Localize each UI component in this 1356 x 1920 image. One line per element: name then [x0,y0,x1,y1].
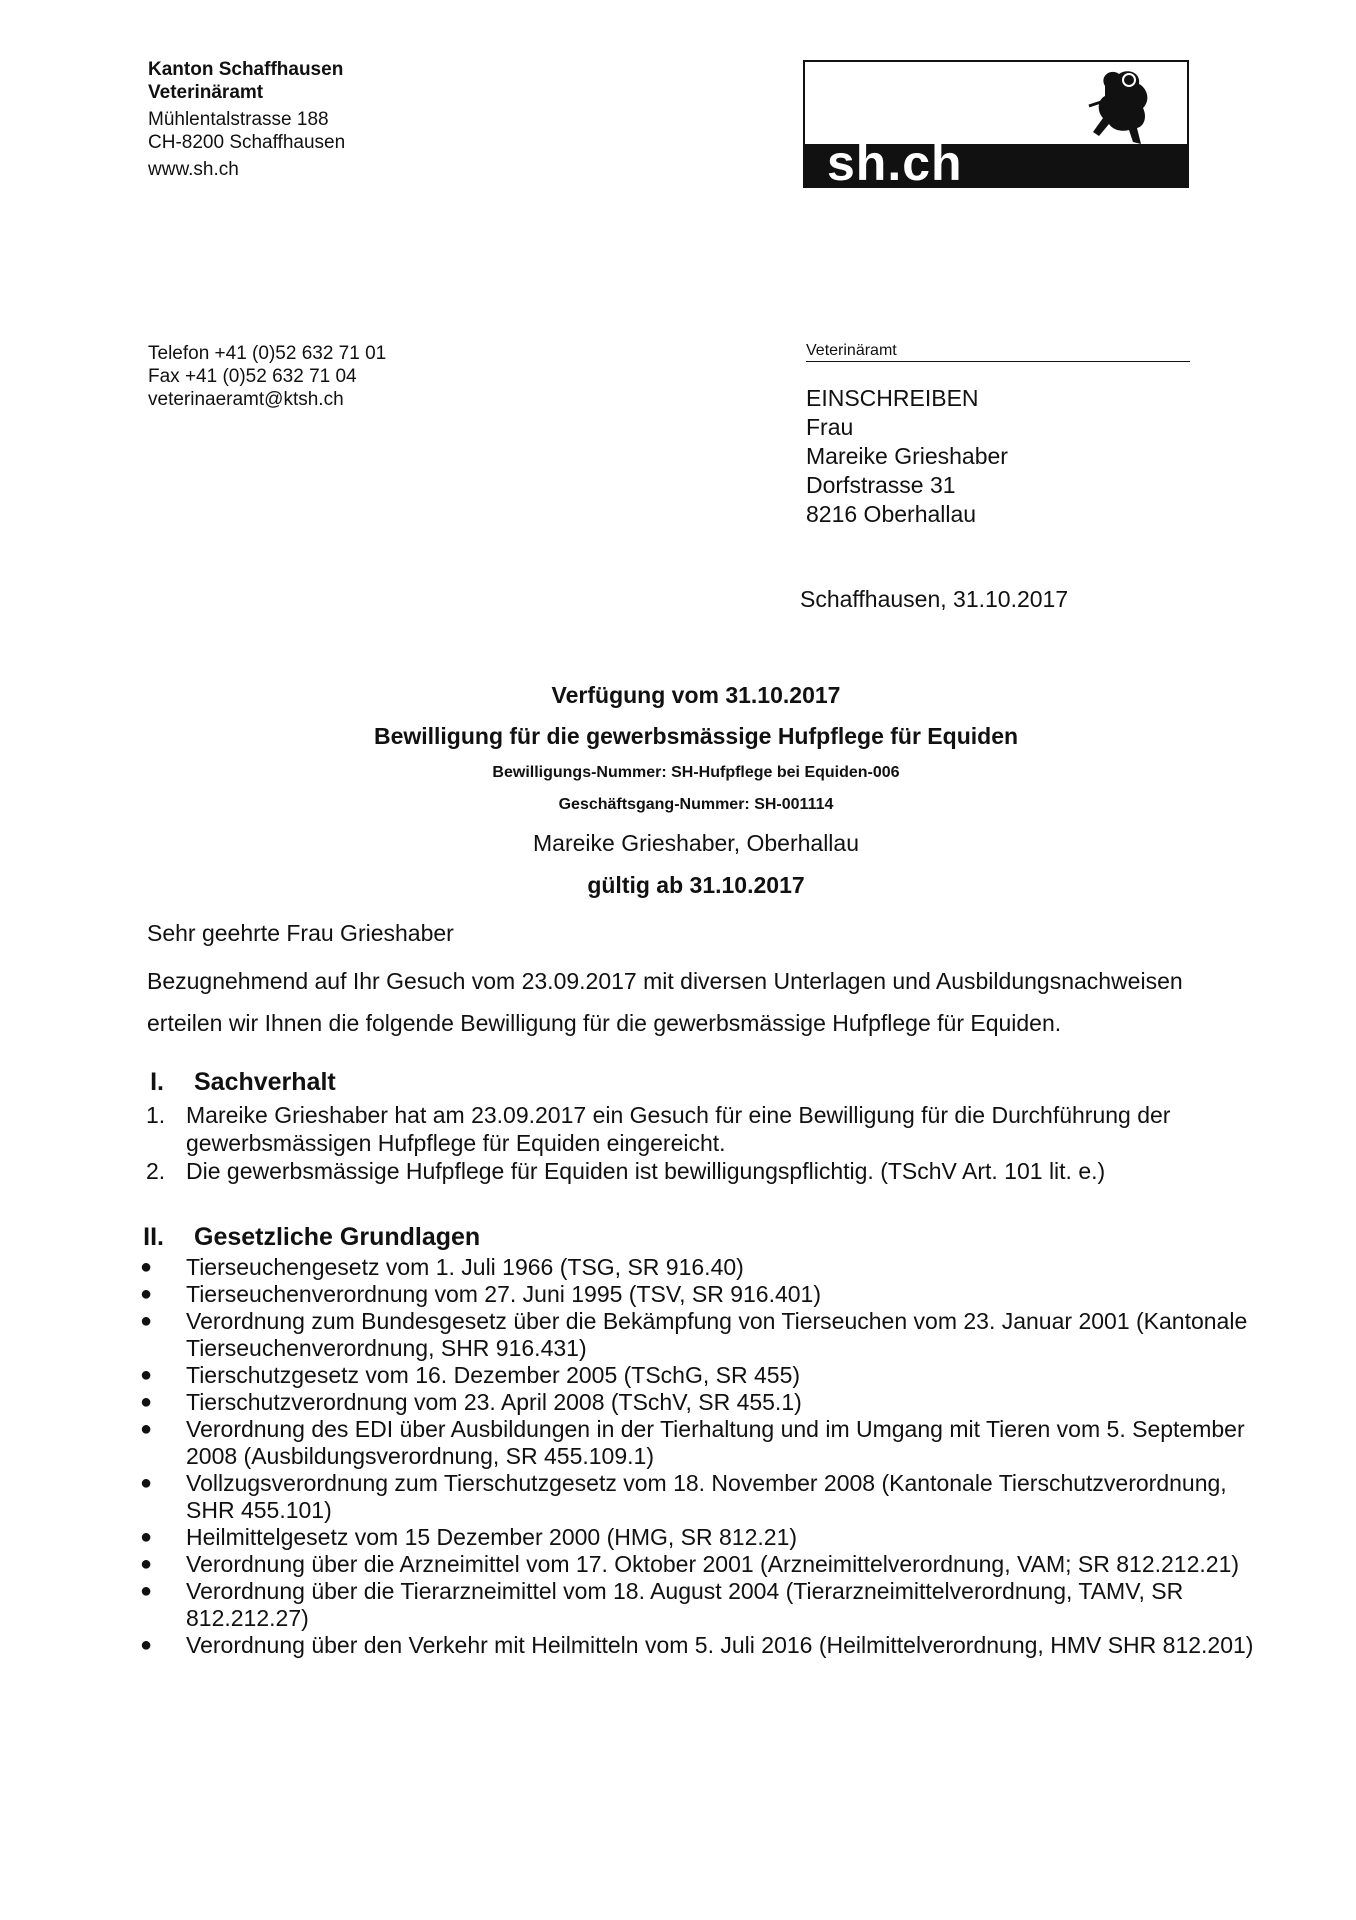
list-text: Verordnung über den Verkehr mit Heilmitteln vom 5. Juli 2016 (Heilmittelverordnung, HMV SHR 812.201) [186,1632,1254,1658]
list-item [140,1281,1260,1308]
bullet-icon: ● [140,1310,153,1332]
list-item [146,1157,1276,1185]
recipient-city: 8216 Oberhallau [806,501,977,527]
list-text: Verordnung über die Arzneimittel vom 17. Oktober 2001 (Arzneimittelverordnung, VAM; SR 812.212.21) [186,1551,1240,1577]
contact-email: veterinaeramt@ktsh.ch [148,389,344,410]
list-item [140,1416,1260,1470]
section-number: II. [143,1223,164,1251]
recipient-name: Mareike Grieshaber [806,443,1008,469]
logo-bar [805,135,1187,191]
recipient-block [806,384,1008,529]
recipient-salutation: Frau [806,414,854,440]
bullet-icon: ● [140,1634,153,1656]
permit-number: Bewilligungs-Nummer: SH-Hufpflege bei Equiden-006 [492,764,900,781]
permit-holder: Mareike Grieshaber, Oberhallau [533,830,859,856]
list-item [140,1551,1260,1578]
sender-dept: Veterinäramt [148,82,264,103]
list-item [140,1254,1260,1281]
list-item [140,1362,1260,1389]
list-number: 2. [146,1158,166,1184]
list-item [140,1632,1260,1659]
legal-basis-list [140,1254,1260,1659]
contact-block [148,342,386,411]
bullet-icon: ● [140,1391,153,1413]
recipient-label: Veterinäramt [806,342,1190,362]
list-text: Verordnung über die Tierarzneimittel vom 18. August 2004 (Tierarzneimittelverordnung, TAMV, SR 812.212.27) [186,1578,1184,1631]
sender-block [148,58,345,181]
bullet-icon: ● [140,1283,153,1305]
bullet-icon: ● [140,1418,153,1440]
valid-from: gültig ab 31.10.2017 [587,872,805,898]
ram-icon [1085,66,1163,150]
list-text: Die gewerbsmässige Hufpflege für Equiden ist bewilligungspflichtig. (TSchV Art. 101 lit. e.) [186,1158,1106,1184]
sender-street: Mühlentalstrasse 188 [148,109,329,130]
section-number: I. [150,1068,164,1096]
list-text: Tierschutzgesetz vom 16. Dezember 2005 (TSchG, SR 455) [186,1362,801,1388]
list-text: Tierschutzverordnung vom 23. April 2008 (TSchV, SR 455.1) [186,1389,802,1415]
sender-web: www.sh.ch [148,159,239,180]
contact-fax: Fax +41 (0)52 632 71 04 [148,366,357,387]
list-item [146,1101,1276,1157]
bullet-icon: ● [140,1472,153,1494]
list-text: Heilmittelgesetz vom 15 Dezember 2000 (HMG, SR 812.21) [186,1524,798,1550]
recipient-street: Dorfstrasse 31 [806,472,956,498]
list-item [140,1578,1260,1632]
intro-paragraph: Bezugnehmend auf Ihr Gesuch vom 23.09.2017 mit diversen Unterlagen und Ausbildungsnachweisen erteilen wir Ihnen die folgende Bewilligung für die gewerbsmässige Hufpflege für Equiden. [147,968,1183,1036]
recipient-type: EINSCHREIBEN [806,385,979,411]
list-text: Verordnung zum Bundesgesetz über die Bekämpfung von Tierseuchen vom 23. Januar 2001 (Kantonale Tierseuchenverordnung, SHR 916.431) [186,1308,1248,1361]
bullet-icon: ● [140,1364,153,1386]
list-text: Vollzugsverordnung zum Tierschutzgesetz vom 18. November 2008 (Kantonale Tierschutzverordnung, SHR 455.101) [186,1470,1227,1523]
contact-phone: Telefon +41 (0)52 632 71 01 [148,343,387,364]
decision-title: Verfügung vom 31.10.2017 [551,682,841,708]
section-title: Gesetzliche Grundlagen [194,1223,481,1251]
list-item [140,1308,1260,1362]
facts-list [146,1101,1276,1185]
section-heading-sachverhalt [100,1068,336,1097]
greeting: Sehr geehrte Frau Grieshaber [147,920,454,946]
list-text: Tierseuchengesetz vom 1. Juli 1966 (TSG, SR 916.40) [186,1254,744,1280]
bullet-icon: ● [140,1580,153,1602]
list-item [140,1470,1260,1524]
list-item [140,1389,1260,1416]
list-text: Mareike Grieshaber hat am 23.09.2017 ein Gesuch für eine Bewilligung für die Durchführung der gewerbsmässigen Hufpflege für Equiden eingereicht. [186,1102,1171,1156]
list-text: Verordnung des EDI über Ausbildungen in der Tierhaltung und im Umgang mit Tieren vom 5. September 2008 (Ausbildungsverordnung, SR 455.109.1) [186,1416,1245,1469]
logo-text: sh.ch [827,135,963,191]
section-title: Sachverhalt [194,1068,336,1096]
bullet-icon: ● [140,1553,153,1575]
list-item [140,1524,1260,1551]
bullet-icon: ● [140,1526,153,1548]
list-text: Tierseuchenverordnung vom 27. Juni 1995 (TSV, SR 916.401) [186,1281,822,1307]
sender-org: Kanton Schaffhausen [148,59,344,80]
sender-city: CH-8200 Schaffhausen [148,132,346,153]
bullet-icon: ● [140,1256,153,1278]
list-number: 1. [146,1102,166,1128]
section-heading-grundlagen [100,1223,480,1252]
decision-subtitle: Bewilligung für die gewerbsmässige Hufpflege für Equiden [373,723,1019,749]
case-number: Geschäftsgang-Nummer: SH-001114 [558,796,834,813]
logo [803,60,1189,191]
letter-date: Schaffhausen, 31.10.2017 [800,586,1069,612]
